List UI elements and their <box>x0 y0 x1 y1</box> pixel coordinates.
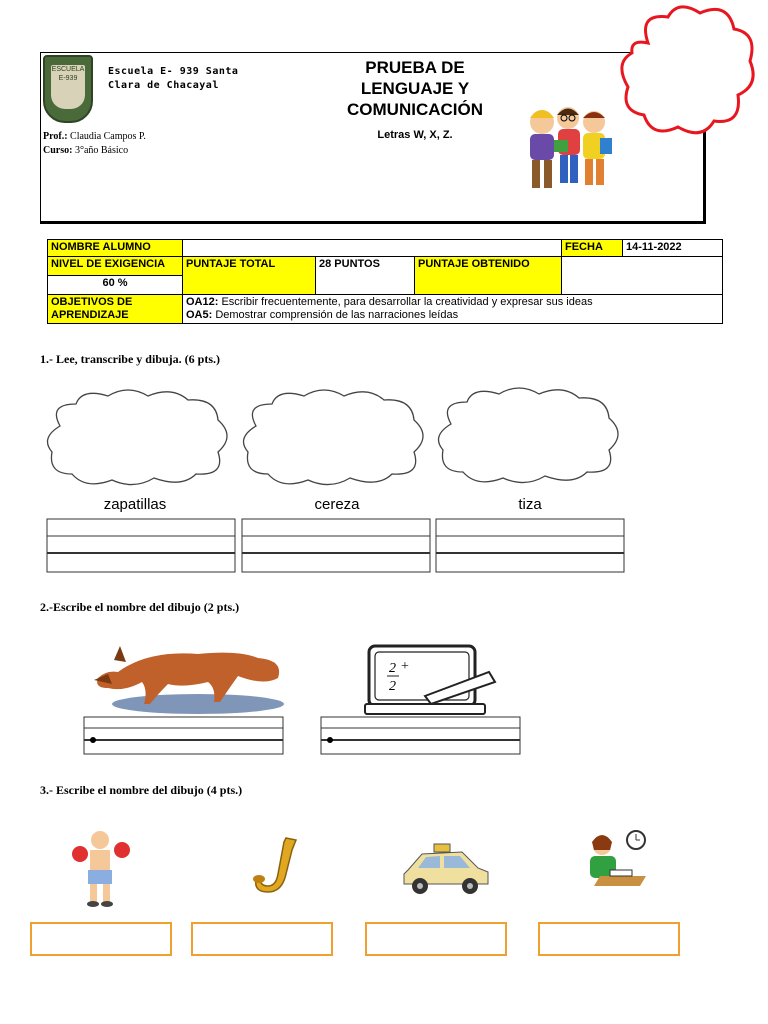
taxi-icon <box>400 840 492 896</box>
answer-box-2[interactable] <box>191 922 333 956</box>
nivel-label: NIVEL DE EXIGENCIA <box>48 257 183 276</box>
word-cereza: cereza <box>314 496 360 513</box>
oa12-text: Escribir frecuentemente, para desarrollar la creatividad y expresar sus ideas <box>218 296 593 308</box>
objetivos-text <box>183 295 723 324</box>
svg-text:2: 2 <box>389 661 396 676</box>
question-2-title: 2.-Escribe el nombre del dibujo (2 pts.) <box>40 600 240 614</box>
svg-text:+: + <box>401 659 409 674</box>
curso-label: Curso: <box>43 145 73 156</box>
answer-box-3[interactable] <box>365 922 507 956</box>
nombre-field[interactable] <box>183 240 562 257</box>
boxer-icon <box>70 826 134 910</box>
curso-value: 3°año Básico <box>72 145 129 156</box>
cloud-drawing-icon <box>433 380 623 486</box>
cloud-drawing-icon <box>238 386 428 486</box>
fox-icon <box>88 632 284 716</box>
puntaje-obtenido-field[interactable] <box>562 257 723 295</box>
writing-lines-q2[interactable] <box>83 716 528 756</box>
oa5-text: Demostrar comprensión de las narraciones leídas <box>212 309 459 321</box>
teacher-info <box>43 130 146 158</box>
puntaje-total-label: PUNTAJE TOTAL <box>183 257 316 295</box>
page-title: PRUEBA DE LENGUAJE Y COMUNICACIÓN <box>347 58 483 119</box>
student-writing-icon <box>580 828 650 894</box>
answer-box-1[interactable] <box>30 922 172 956</box>
nivel-value: 60 % <box>48 276 183 295</box>
question-3-title: 3.- Escribe el nombre del dibujo (4 pts.) <box>40 783 243 797</box>
chalkboard-icon <box>355 640 505 718</box>
saxophone-icon <box>246 834 312 900</box>
oa12-code: OA12: <box>186 296 219 308</box>
puntaje-obtenido-label: PUNTAJE OBTENIDO <box>415 257 562 295</box>
oa5-code: OA5: <box>186 309 213 321</box>
writing-lines-q1[interactable] <box>46 518 626 574</box>
crest-label: ESCUELA E-939 <box>51 66 85 82</box>
prof-label: Prof.: <box>43 131 68 142</box>
puntaje-total-value: 28 PUNTOS <box>316 257 415 295</box>
school-line-1: Escuela E- 939 Santa <box>108 66 239 77</box>
cloud-drawing-icon <box>42 386 232 486</box>
svg-text:2: 2 <box>389 679 396 694</box>
fecha-label: FECHA <box>562 240 623 257</box>
school-line-2: Clara de Chacayal <box>108 80 219 91</box>
prof-value: Claudia Campos P. <box>67 131 146 142</box>
fecha-value: 14-11-2022 <box>623 240 723 257</box>
nombre-label: NOMBRE ALUMNO <box>48 240 183 257</box>
answer-box-4[interactable] <box>538 922 680 956</box>
question-1-title: 1.- Lee, transcribe y dibuja. (6 pts.) <box>40 352 220 366</box>
kids-reading-icon <box>520 100 620 195</box>
grade-cloud-icon <box>618 3 758 141</box>
school-name <box>108 65 238 93</box>
objetivos-label: OBJETIVOS DE APRENDIZAJE <box>48 295 183 324</box>
word-zapatillas: zapatillas <box>103 496 167 513</box>
school-crest-icon <box>43 55 93 123</box>
word-tiza: tiza <box>518 496 542 513</box>
student-info-table <box>47 239 723 324</box>
page-subtitle: Letras W, X, Z. <box>377 129 453 141</box>
